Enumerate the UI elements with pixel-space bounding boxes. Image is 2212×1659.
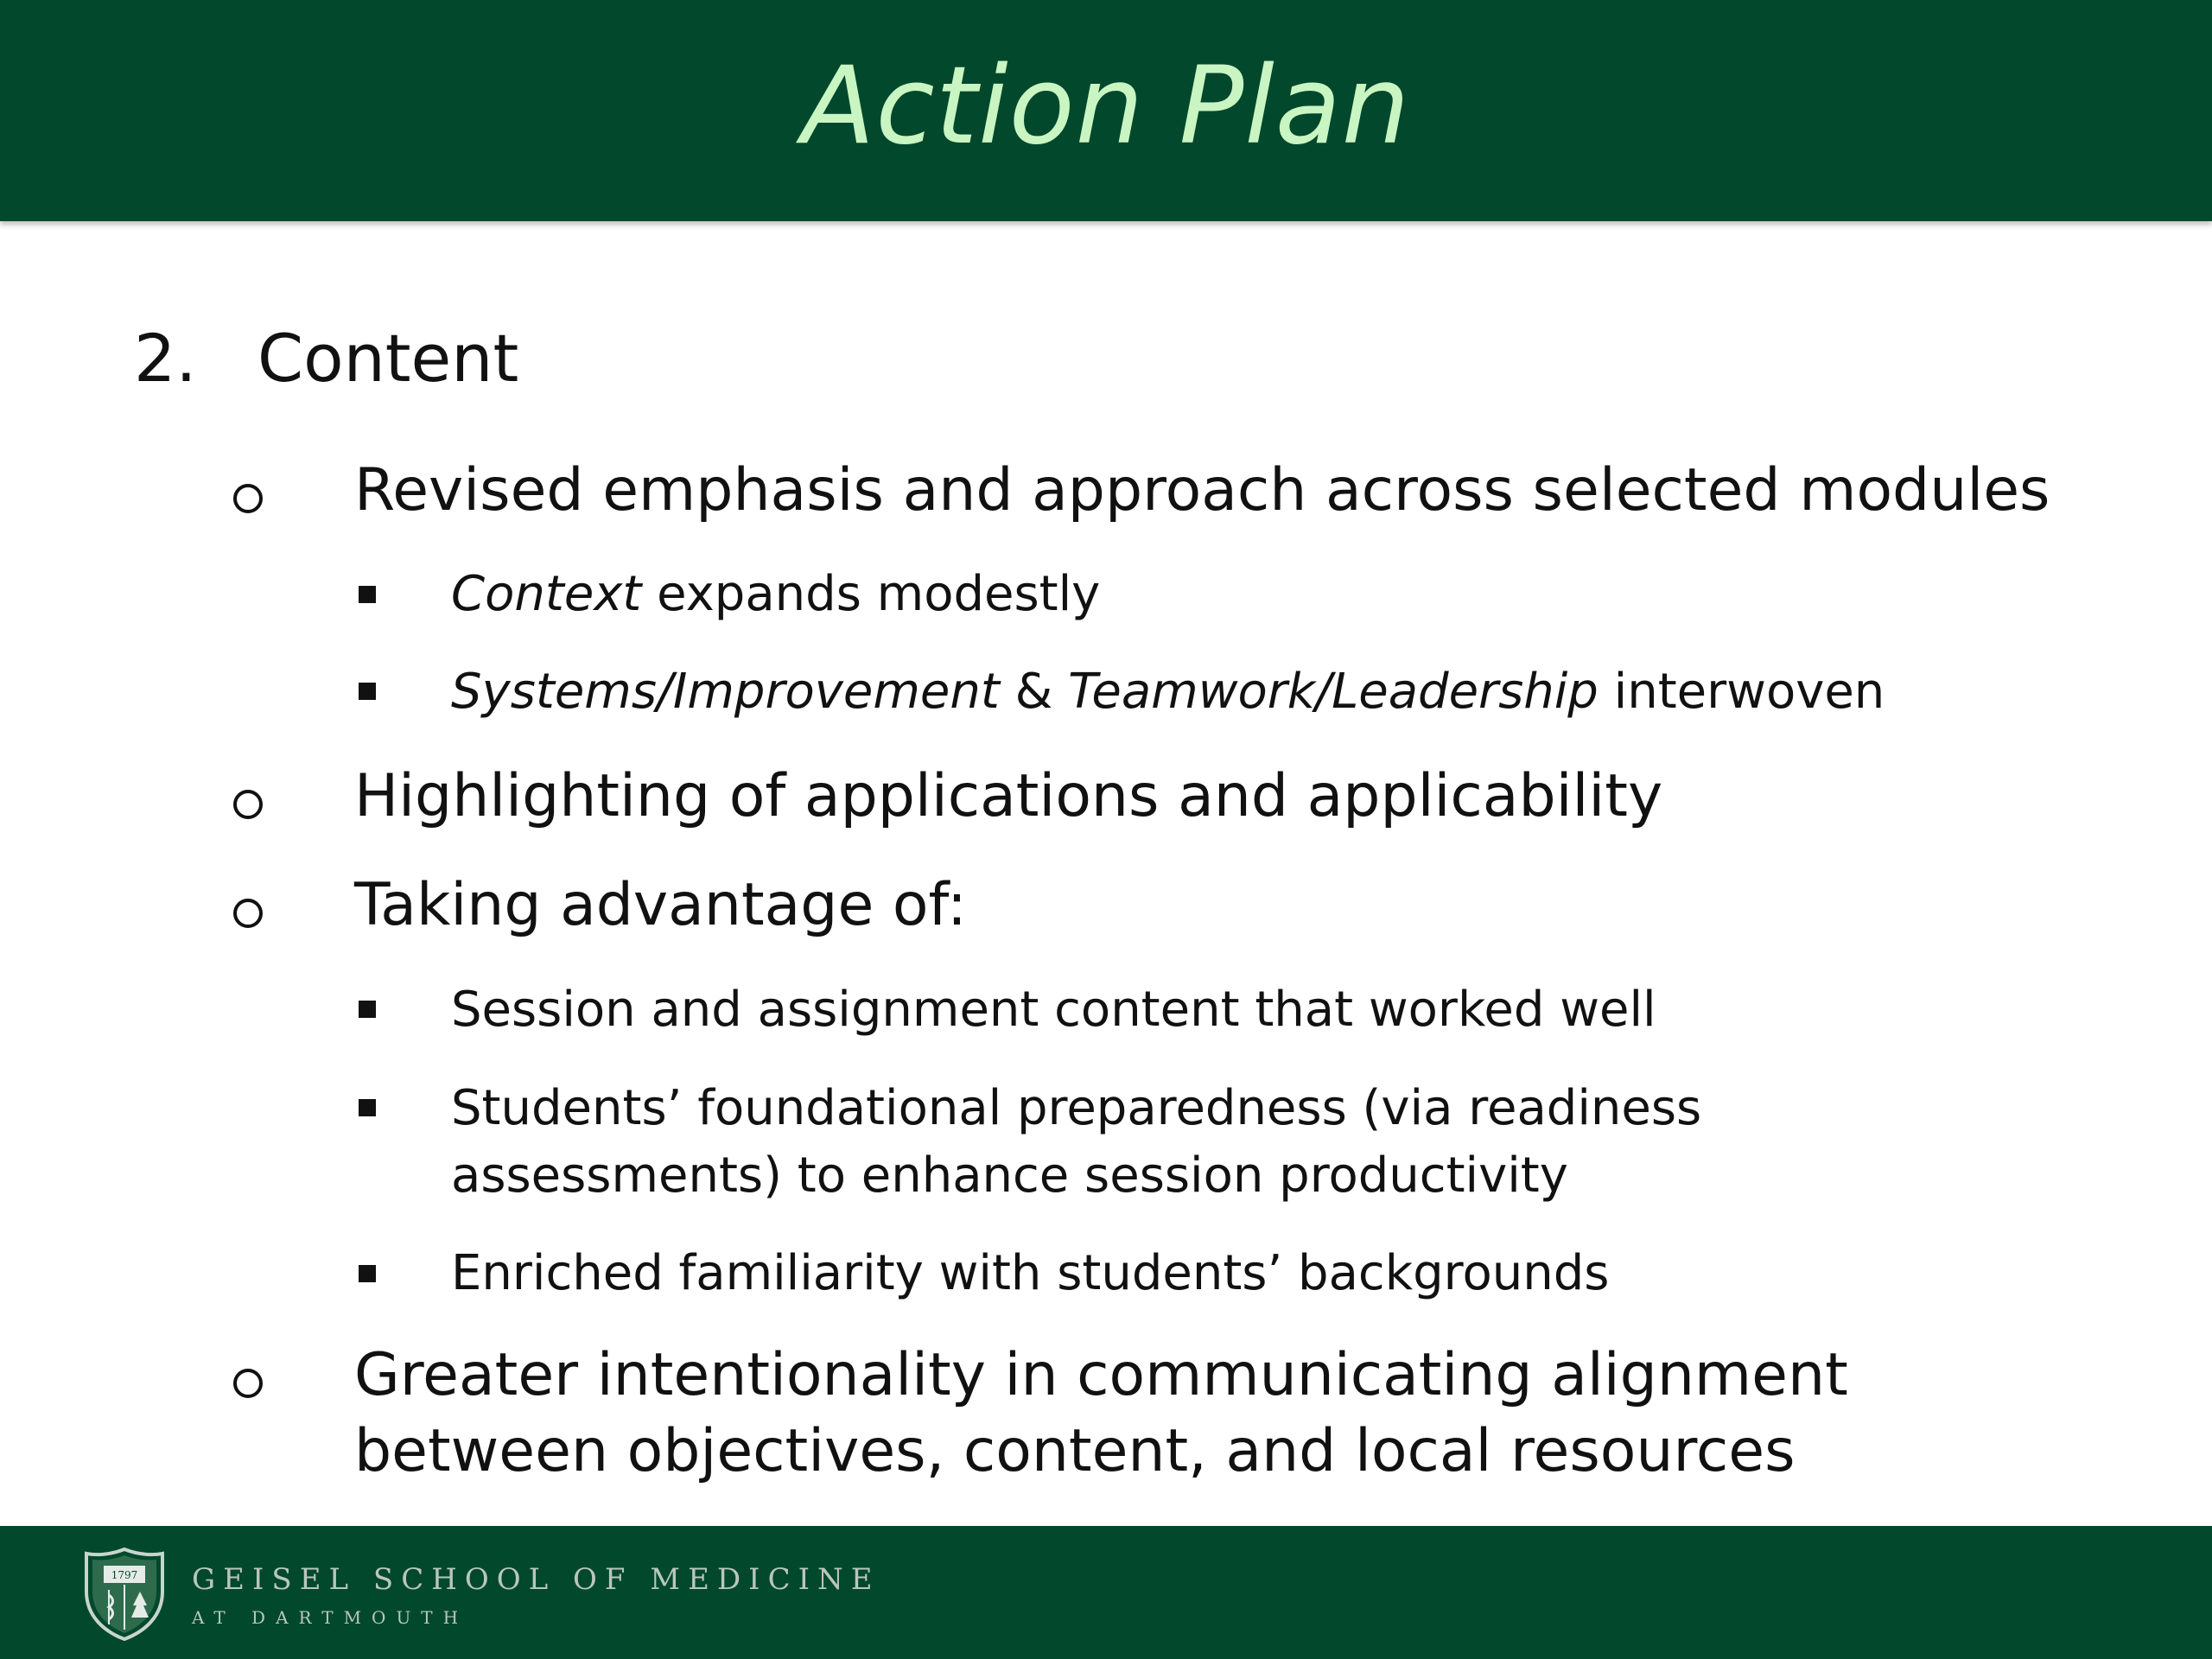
sub-bullet-item (451, 566, 1100, 622)
bullet-item: Highlighting of applications and applicability (354, 762, 1663, 830)
seal-year: 1797 (111, 1569, 138, 1581)
square-bullet-icon (359, 1265, 376, 1282)
school-subtitle: AT DARTMOUTH (192, 1607, 469, 1628)
circle-bullet-icon (233, 484, 263, 513)
circle-bullet-icon (233, 899, 263, 928)
conjunction-text: & (999, 664, 1069, 720)
section-number: 2. (134, 320, 197, 397)
sub-bullet-item (451, 664, 1885, 720)
sub-bullet-text: expands modestly (641, 566, 1101, 622)
slide-footer (0, 1526, 2212, 1659)
italic-term: Context (451, 566, 642, 622)
sub-bullet-text: interwoven (1598, 664, 1885, 720)
sub-bullet-item: Enriched familiarity with students’ backgrounds (451, 1245, 1610, 1301)
sub-bullet-item: Session and assignment content that worked well (451, 982, 1656, 1038)
geisel-seal-icon (83, 1547, 166, 1642)
bullet-line-2: between objectives, content, and local resources (354, 1417, 1796, 1485)
square-bullet-icon (359, 1001, 376, 1018)
section-heading: Content (257, 320, 519, 397)
square-bullet-icon (359, 683, 376, 700)
square-bullet-icon (359, 1099, 376, 1116)
circle-bullet-icon (233, 790, 263, 819)
bullet-line-1: Greater intentionality in communicating alignment (354, 1341, 1848, 1409)
slide-title: Action Plan (801, 44, 1411, 168)
italic-term: Systems/Improvement (451, 664, 1000, 720)
sub-bullet-line-2: assessments) to enhance session productivity (451, 1147, 1568, 1204)
school-name: GEISEL SCHOOL OF MEDICINE (192, 1562, 880, 1597)
bullet-item: Taking advantage of: (354, 871, 967, 939)
sub-bullet-line-1: Students’ foundational preparedness (via readiness (451, 1080, 1702, 1136)
italic-term: Teamwork/Leadership (1068, 664, 1599, 720)
circle-bullet-icon (233, 1369, 263, 1398)
square-bullet-icon (359, 586, 376, 603)
bullet-item: Revised emphasis and approach across selected modules (354, 456, 2050, 524)
